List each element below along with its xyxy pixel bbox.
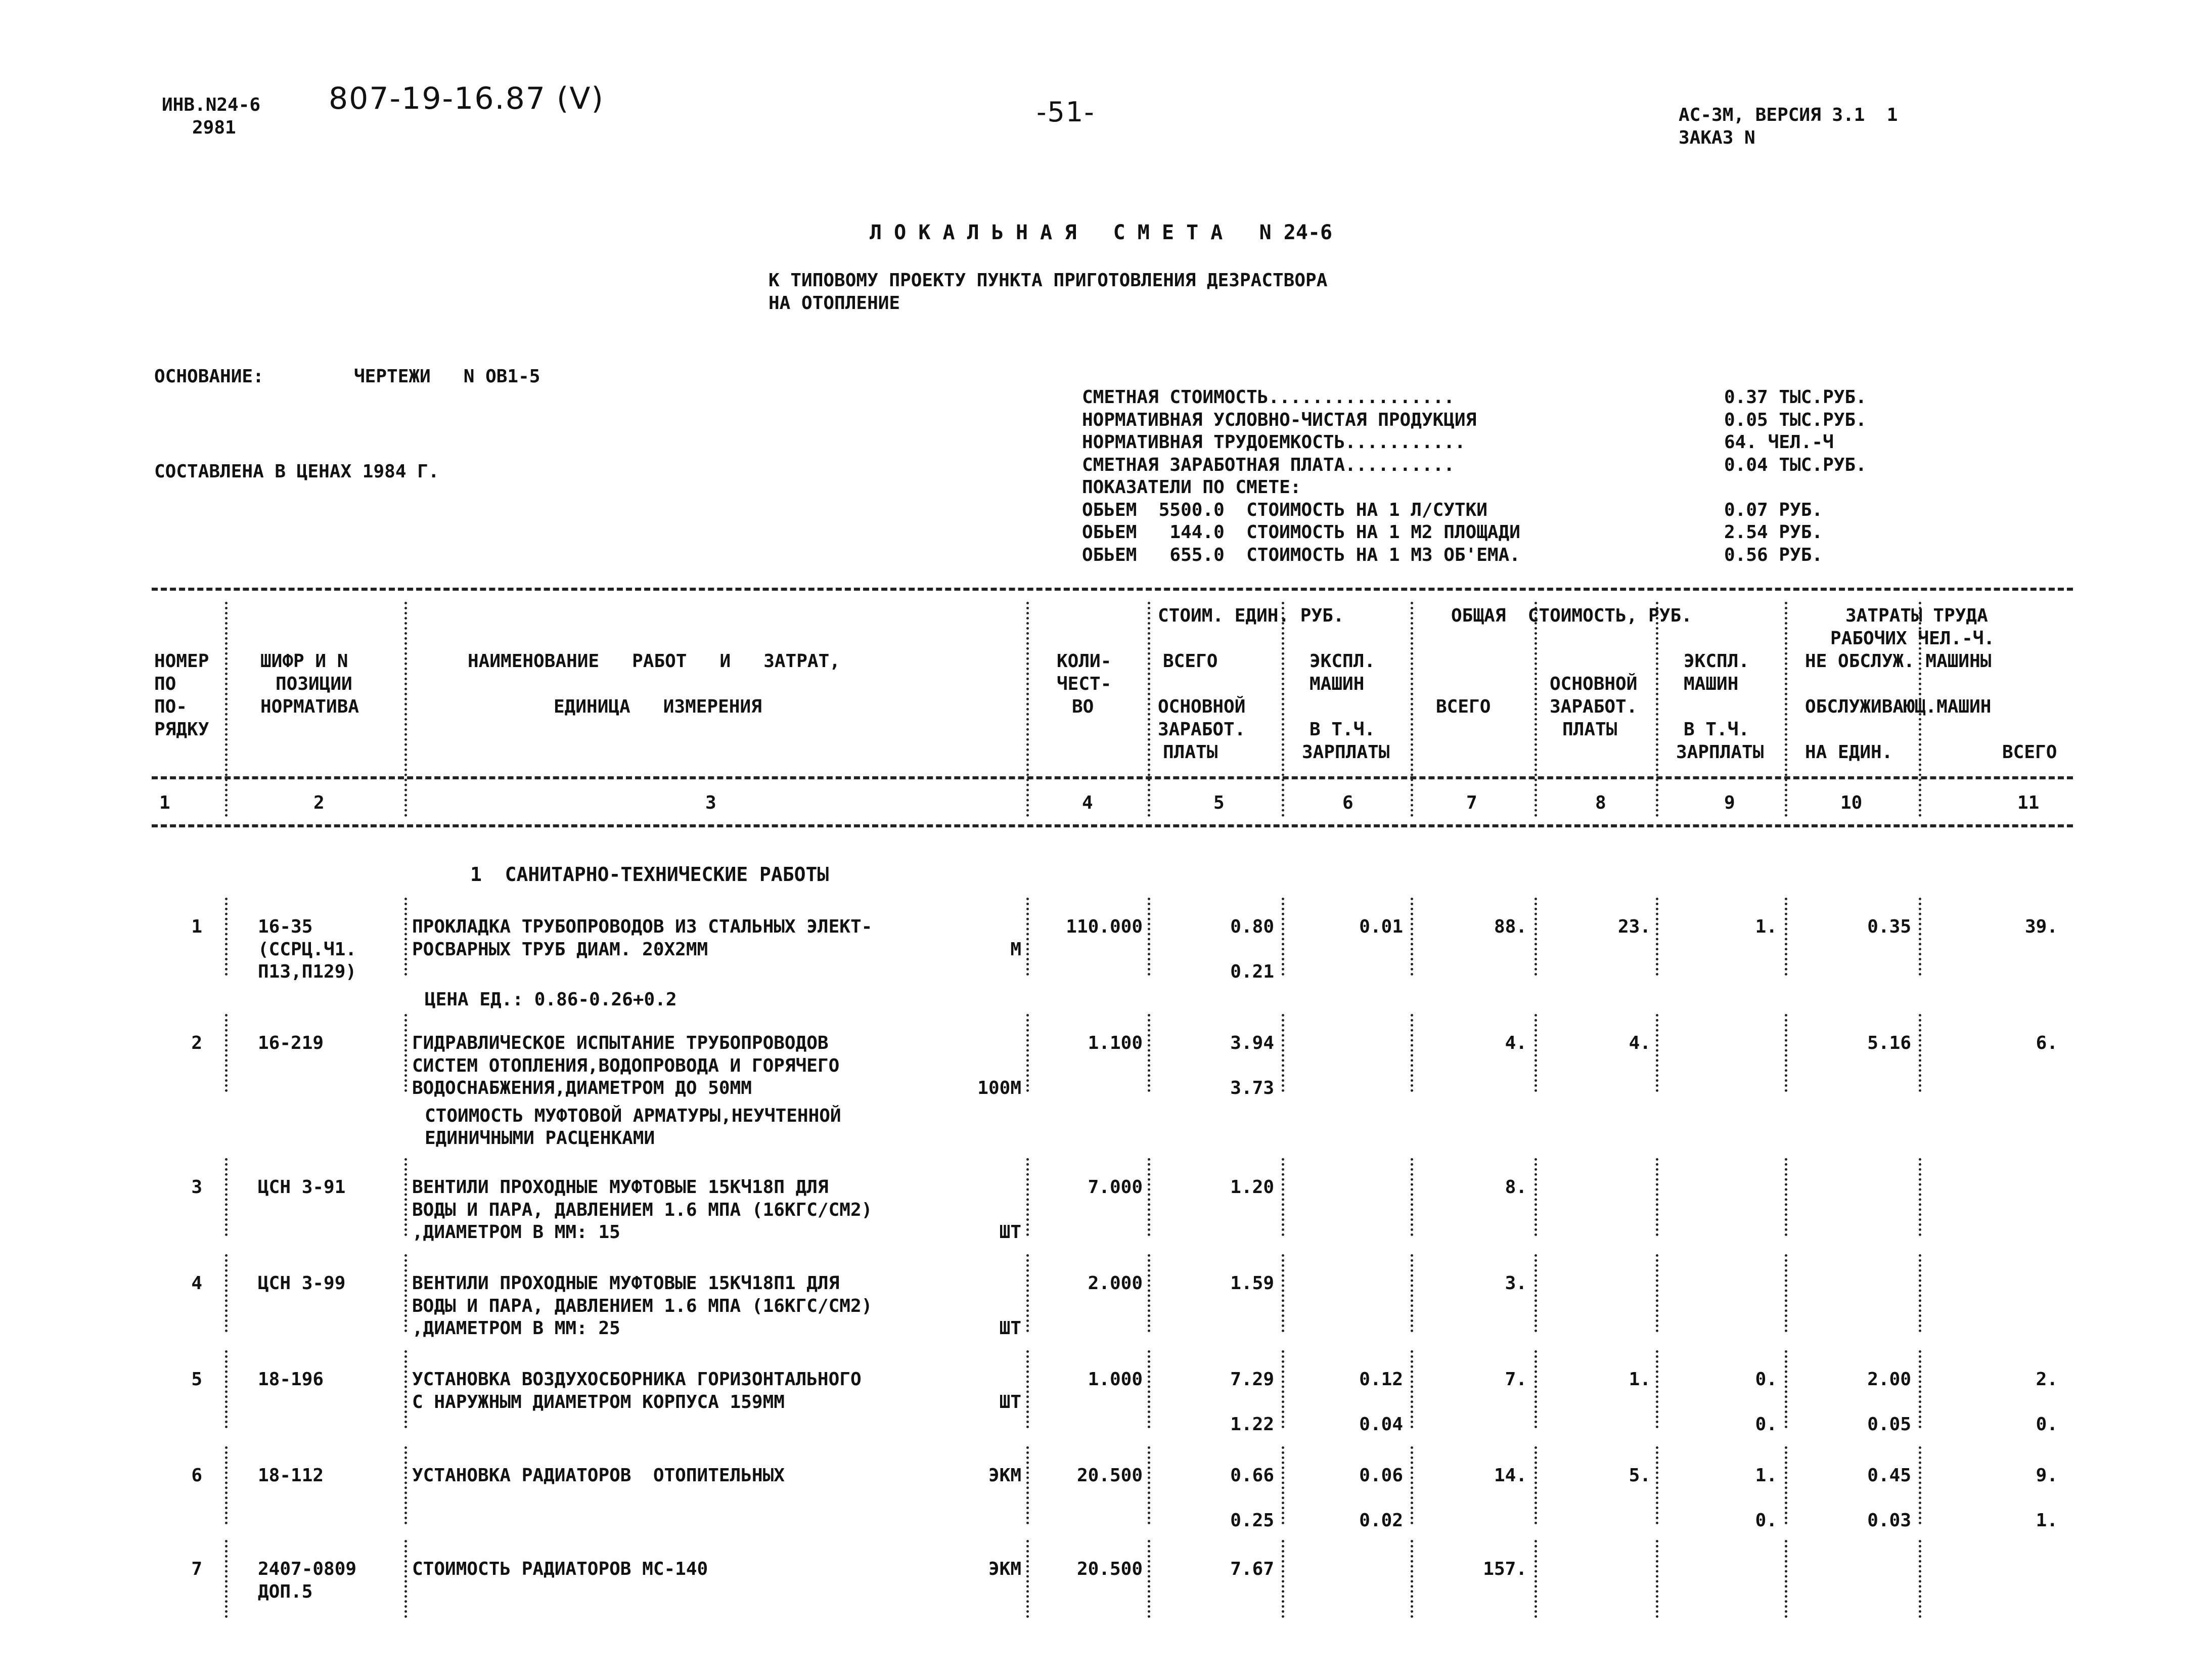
total-cost-header: ОБЩАЯ СТОИМОСТЬ, РУБ. — [1451, 605, 1692, 626]
col5-header-3: ЗАРАБОТ. — [1158, 719, 1246, 740]
row-total: 88. — [1494, 916, 1527, 937]
row-name: ВЕНТИЛИ ПРОХОДНЫЕ МУФТОВЫЕ 15КЧ18П ДЛЯ — [412, 1177, 829, 1198]
column-separator — [1919, 602, 1921, 817]
row-unit: М — [1010, 939, 1021, 960]
row-separator — [1534, 898, 1537, 976]
row-separator — [1148, 898, 1150, 976]
row-name: ВОДЫ И ПАРА, ДАВЛЕНИЕМ 1.6 МПА (16КГС/СМ2) — [412, 1199, 873, 1220]
summary-label: СМЕТНАЯ СТОИМОСТЬ................. — [1082, 387, 1455, 408]
column-separator — [1656, 602, 1658, 817]
row-separator — [1411, 898, 1413, 976]
numbers-bottom-rule — [152, 824, 2073, 827]
row-quantity: 20.500 — [1076, 1559, 1143, 1579]
row-separator — [1026, 898, 1029, 976]
column-number: 2 — [313, 792, 325, 813]
row-total: 157. — [1483, 1559, 1527, 1579]
column-separator — [1282, 602, 1284, 817]
row-separator — [1148, 1350, 1150, 1428]
row-unit-machines: 0.01 — [1359, 916, 1403, 937]
row-separator — [1411, 1158, 1413, 1236]
row-separator — [1785, 1540, 1787, 1618]
column-number: 10 — [1840, 792, 1863, 813]
document-title: Л О К А Л Ь Н А Я С М Е Т А N 24-6 — [870, 221, 1333, 244]
row-number: 6 — [191, 1465, 202, 1486]
column-separator — [1785, 602, 1787, 817]
row-note: СТОИМОСТЬ МУФТОВОЙ АРМАТУРЫ,НЕУЧТЕННОЙ — [425, 1105, 841, 1126]
row-name: ПРОКЛАДКА ТРУБОПРОВОДОВ ИЗ СТАЛЬНЫХ ЭЛЕКТ- — [412, 916, 873, 937]
row-separator — [1656, 1254, 1658, 1332]
summary-value: 0.05 ТЫС.РУБ. — [1724, 409, 1867, 430]
row-separator — [1785, 898, 1787, 976]
row-separator — [1411, 1014, 1413, 1092]
row-quantity: 1.100 — [1088, 1033, 1143, 1053]
row-number: 7 — [191, 1559, 202, 1579]
row-separator — [1026, 1158, 1029, 1236]
row-separator — [1534, 1350, 1537, 1428]
row-separator — [1411, 1254, 1413, 1332]
col1-header-2: ПО — [154, 674, 176, 694]
col7-header: ВСЕГО — [1436, 696, 1491, 717]
col4-header-2: ЧЕСТ- — [1057, 674, 1112, 694]
row-code: 16-219 — [258, 1033, 324, 1053]
row-total: 8. — [1505, 1177, 1527, 1198]
basis-label: ОСНОВАНИЕ: — [154, 366, 264, 387]
row-total-wages: 1. — [1629, 1369, 1651, 1390]
col4-header-3: ВО — [1072, 696, 1094, 717]
row-separator — [404, 1014, 407, 1092]
row-total-wages: 23. — [1617, 916, 1651, 937]
row-number: 2 — [191, 1033, 202, 1053]
row-separator — [1656, 1540, 1658, 1618]
column-number: 4 — [1082, 792, 1093, 813]
row-unit-machine-wages: 0.04 — [1359, 1414, 1403, 1435]
row-unit-total: 0.66 — [1230, 1465, 1274, 1486]
row-unit-machines: 0.06 — [1359, 1465, 1403, 1486]
row-separator — [1656, 1446, 1658, 1524]
row-separator — [225, 1158, 228, 1236]
row-unit-total: 3.94 — [1230, 1033, 1274, 1053]
row-separator — [1656, 898, 1658, 976]
row-separator — [1656, 1014, 1658, 1092]
row-separator — [1919, 1254, 1921, 1332]
row-separator — [1282, 1350, 1284, 1428]
row-separator — [1785, 1446, 1787, 1524]
row-labor-total: 2. — [2036, 1369, 2058, 1390]
row-quantity: 20.500 — [1076, 1465, 1143, 1486]
summary-label: ОБЬЕМ 144.0 СТОИМОСТЬ НА 1 М2 ПЛОЩАДИ — [1082, 522, 1520, 543]
row-separator — [1282, 1014, 1284, 1092]
row-separator — [1282, 1446, 1284, 1524]
row-unit-total: 1.59 — [1230, 1273, 1274, 1294]
column-number: 1 — [159, 792, 170, 813]
row-code: ДОП.5 — [258, 1581, 313, 1602]
column-separator — [1148, 602, 1150, 817]
column-number: 6 — [1342, 792, 1353, 813]
system-version: АС-3М, ВЕРСИЯ 3.1 1 — [1679, 105, 1898, 125]
row-unit: ШТ — [999, 1222, 1021, 1243]
row-code: ЦСН 3-91 — [258, 1177, 346, 1198]
row-quantity: 110.000 — [1066, 916, 1143, 937]
row-labor-unit-machines: 0.05 — [1867, 1414, 1911, 1435]
row-separator — [1534, 1254, 1537, 1332]
row-total-machine-wages: 0. — [1755, 1414, 1777, 1435]
row-quantity: 2.000 — [1088, 1273, 1143, 1294]
col8-header-3: ПЛАТЫ — [1562, 719, 1617, 740]
col9-header-4: ЗАРПЛАТЫ — [1676, 742, 1764, 763]
row-code: 18-196 — [258, 1369, 324, 1390]
col1-header-3: ПО- — [154, 696, 188, 717]
row-separator — [1919, 1158, 1921, 1236]
row-unit-total: 0.80 — [1230, 916, 1274, 937]
col6-header-4: ЗАРПЛАТЫ — [1302, 742, 1390, 763]
page-number: -51- — [1036, 96, 1095, 128]
row-unit-wages: 0.25 — [1230, 1510, 1274, 1531]
summary-value: 64. ЧЕЛ.-Ч — [1724, 432, 1834, 453]
row-labor-unit: 2.00 — [1867, 1369, 1911, 1390]
row-separator — [1785, 1254, 1787, 1332]
column-number: 3 — [705, 792, 716, 813]
row-separator — [1656, 1158, 1658, 1236]
row-number: 4 — [191, 1273, 202, 1294]
document-subtitle-1: К ТИПОВОМУ ПРОЕКТУ ПУНКТА ПРИГОТОВЛЕНИЯ ДЕЗРАСТВОРА — [769, 270, 1328, 291]
row-separator — [1026, 1350, 1029, 1428]
col3-header-title: НАИМЕНОВАНИЕ РАБОТ И ЗАТРАТ, — [468, 651, 840, 672]
row-unit-total: 7.29 — [1230, 1369, 1274, 1390]
labor-header-2: РАБОЧИХ ЧЕЛ.-Ч. — [1830, 628, 1995, 649]
row-total: 7. — [1505, 1369, 1527, 1390]
row-separator — [1026, 1254, 1029, 1332]
row-separator — [1148, 1540, 1150, 1618]
col5-header-4: ПЛАТЫ — [1163, 742, 1218, 763]
row-name: ВОДОСНАБЖЕНИЯ,ДИАМЕТРОМ ДО 50ММ — [412, 1078, 752, 1098]
row-code: 18-112 — [258, 1465, 324, 1486]
col10-header: НА ЕДИН. — [1805, 742, 1893, 763]
row-separator — [404, 898, 407, 976]
summary-label: СМЕТНАЯ ЗАРАБОТНАЯ ПЛАТА.......... — [1082, 454, 1455, 475]
row-separator — [1282, 898, 1284, 976]
labor-header-4: ОБСЛУЖИВАЮЩ.МАШИН — [1805, 696, 1992, 717]
row-note: ЦЕНА ЕД.: 0.86-0.26+0.2 — [425, 989, 677, 1010]
row-labor-total-machines: 1. — [2036, 1510, 2058, 1531]
col2-header-1: ШИФР И N — [260, 651, 348, 672]
row-total: 3. — [1505, 1273, 1527, 1294]
row-unit: ШТ — [999, 1391, 1021, 1413]
order-number: ЗАКАЗ N — [1679, 127, 1755, 148]
row-name: СТОИМОСТЬ РАДИАТОРОВ МС-140 — [412, 1559, 708, 1579]
row-separator — [404, 1446, 407, 1524]
row-unit-wages: 1.22 — [1230, 1414, 1274, 1435]
row-name: С НАРУЖНЫМ ДИАМЕТРОМ КОРПУСА 159ММ — [412, 1391, 785, 1413]
row-code: ЦСН 3-99 — [258, 1273, 346, 1294]
col2-header-2: ПОЗИЦИИ — [276, 674, 352, 694]
row-separator — [1282, 1540, 1284, 1618]
row-separator — [404, 1254, 407, 1332]
row-separator — [1411, 1446, 1413, 1524]
row-number: 1 — [191, 916, 202, 937]
column-separator — [404, 602, 407, 817]
row-separator — [1919, 1540, 1921, 1618]
row-separator — [225, 1350, 228, 1428]
row-separator — [1534, 1014, 1537, 1092]
row-separator — [404, 1350, 407, 1428]
project-code: 807-19-16.87 (V) — [329, 81, 604, 116]
row-total: 14. — [1494, 1465, 1527, 1486]
row-name: ,ДИАМЕТРОМ В ММ: 25 — [412, 1318, 620, 1339]
row-separator — [1282, 1158, 1284, 1236]
row-separator — [1148, 1014, 1150, 1092]
row-labor-total-machines: 0. — [2036, 1414, 2058, 1435]
row-separator — [225, 1254, 228, 1332]
inventory-number: ИНВ.N24-6 — [162, 95, 261, 115]
row-quantity: 1.000 — [1088, 1369, 1143, 1390]
summary-value: 0.07 РУБ. — [1724, 499, 1823, 520]
row-separator — [1785, 1014, 1787, 1092]
col3-header-unit: ЕДИНИЦА ИЗМЕРЕНИЯ — [554, 696, 762, 717]
row-unit-wages: 0.21 — [1230, 961, 1274, 982]
row-total-machines: 0. — [1755, 1369, 1777, 1390]
row-name: ВЕНТИЛИ ПРОХОДНЫЕ МУФТОВЫЕ 15КЧ18П1 ДЛЯ — [412, 1273, 840, 1294]
col4-header-1: КОЛИ- — [1057, 651, 1112, 672]
row-separator — [1148, 1158, 1150, 1236]
col8-header-2: ЗАРАБОТ. — [1550, 696, 1638, 717]
row-labor-total: 9. — [2036, 1465, 2058, 1486]
summary-label: ОБЬЕМ 655.0 СТОИМОСТЬ НА 1 М3 ОБ'ЕМА. — [1082, 544, 1520, 565]
table-top-rule — [152, 588, 2073, 591]
column-separator — [225, 602, 228, 817]
row-separator — [225, 898, 228, 976]
row-labor-unit: 5.16 — [1867, 1033, 1911, 1053]
row-separator — [404, 1158, 407, 1236]
row-separator — [225, 1446, 228, 1524]
row-separator — [1411, 1350, 1413, 1428]
row-code: П13,П129) — [258, 961, 357, 982]
row-number: 3 — [191, 1177, 202, 1198]
row-total-machines: 1. — [1755, 916, 1777, 937]
row-unit-wages: 3.73 — [1230, 1078, 1274, 1098]
row-separator — [404, 1540, 407, 1618]
col2-header-3: НОРМАТИВА — [260, 696, 359, 717]
row-separator — [1919, 898, 1921, 976]
row-labor-total: 39. — [2024, 916, 2058, 937]
row-unit: ЭКМ — [988, 1559, 1021, 1579]
row-separator — [225, 1540, 228, 1618]
row-unit: ШТ — [999, 1318, 1021, 1339]
row-separator — [1411, 1540, 1413, 1618]
summary-value: 2.54 РУБ. — [1724, 522, 1823, 543]
row-name: ,ДИАМЕТРОМ В ММ: 15 — [412, 1222, 620, 1243]
row-total-machines: 1. — [1755, 1465, 1777, 1486]
column-separator — [1411, 602, 1413, 817]
row-unit-machine-wages: 0.02 — [1359, 1510, 1403, 1531]
col5-header-2: ОСНОВНОЙ — [1158, 696, 1246, 717]
row-labor-unit: 0.35 — [1867, 916, 1911, 937]
col11-header: ВСЕГО — [2002, 742, 2057, 763]
row-separator — [1026, 1540, 1029, 1618]
row-separator — [1282, 1254, 1284, 1332]
row-separator — [1785, 1350, 1787, 1428]
basis-value: ЧЕРТЕЖИ N ОВ1-5 — [354, 366, 540, 387]
row-name: РОСВАРНЫХ ТРУБ ДИАМ. 20Х2ММ — [412, 939, 708, 960]
col1-header-1: НОМЕР — [154, 651, 209, 672]
row-separator — [1656, 1350, 1658, 1428]
document-subtitle-2: НА ОТОПЛЕНИЕ — [769, 293, 900, 314]
row-number: 5 — [191, 1369, 202, 1390]
row-separator — [1534, 1158, 1537, 1236]
col9-header-2: МАШИН — [1684, 674, 1739, 694]
row-separator — [1148, 1446, 1150, 1524]
column-number: 5 — [1213, 792, 1225, 813]
summary-value: 0.04 ТЫС.РУБ. — [1724, 454, 1867, 475]
section-heading: 1 САНИТАРНО-ТЕХНИЧЕСКИЕ РАБОТЫ — [470, 863, 829, 886]
row-code: 16-35 — [258, 916, 313, 937]
col8-header-1: ОСНОВНОЙ — [1550, 674, 1638, 694]
column-number: 7 — [1466, 792, 1477, 813]
col9-header-1: ЭКСПЛ. — [1684, 651, 1750, 672]
row-labor-unit-machines: 0.03 — [1867, 1510, 1911, 1531]
inventory-number-2: 2981 — [192, 117, 236, 138]
row-labor-unit: 0.45 — [1867, 1465, 1911, 1486]
row-separator — [1919, 1350, 1921, 1428]
col6-header-3: В Т.Ч. — [1310, 719, 1376, 740]
labor-header-3: НЕ ОБСЛУЖ. МАШИНЫ — [1805, 651, 1992, 672]
column-separator — [1534, 602, 1537, 817]
row-name: УСТАНОВКА ВОЗДУХОСБОРНИКА ГОРИЗОНТАЛЬНОГО — [412, 1369, 862, 1390]
row-total-machine-wages: 0. — [1755, 1510, 1777, 1531]
col6-header-2: МАШИН — [1310, 674, 1365, 694]
col9-header-3: В Т.Ч. — [1684, 719, 1750, 740]
column-number: 11 — [2017, 792, 2040, 813]
row-separator — [1026, 1446, 1029, 1524]
row-note: ЕДИНИЧНЫМИ РАСЦЕНКАМИ — [425, 1128, 655, 1149]
row-name: ВОДЫ И ПАРА, ДАВЛЕНИЕМ 1.6 МПА (16КГС/СМ2) — [412, 1295, 873, 1316]
row-quantity: 7.000 — [1088, 1177, 1143, 1198]
labor-header-1: ЗАТРАТЫ ТРУДА — [1845, 605, 1988, 626]
row-separator — [1534, 1446, 1537, 1524]
row-separator — [1785, 1158, 1787, 1236]
row-name: УСТАНОВКА РАДИАТОРОВ ОТОПИТЕЛЬНЫХ — [412, 1465, 785, 1486]
summary-label: ПОКАЗАТЕЛИ ПО СМЕТЕ: — [1082, 477, 1301, 498]
summary-label: НОРМАТИВНАЯ УСЛОВНО-ЧИСТАЯ ПРОДУКЦИЯ — [1082, 409, 1477, 430]
row-total-wages: 5. — [1629, 1465, 1651, 1486]
row-separator — [1148, 1254, 1150, 1332]
row-unit-total: 1.20 — [1230, 1177, 1274, 1198]
row-separator — [1919, 1446, 1921, 1524]
row-name: СИСТЕМ ОТОПЛЕНИЯ,ВОДОПРОВОДА И ГОРЯЧЕГО — [412, 1055, 840, 1076]
col1-header-4: РЯДКУ — [154, 719, 209, 740]
summary-label: ОБЬЕМ 5500.0 СТОИМОСТЬ НА 1 Л/СУТКИ — [1082, 499, 1487, 520]
col6-header-1: ЭКСПЛ. — [1310, 651, 1376, 672]
row-labor-total: 6. — [2036, 1033, 2058, 1053]
row-separator — [1534, 1540, 1537, 1618]
column-number: 9 — [1724, 792, 1735, 813]
summary-value: 0.37 ТЫС.РУБ. — [1724, 387, 1867, 408]
row-code: 2407-0809 — [258, 1559, 357, 1579]
row-separator — [225, 1014, 228, 1092]
row-unit: ЭКМ — [988, 1465, 1021, 1486]
summary-label: НОРМАТИВНАЯ ТРУДОЕМКОСТЬ........... — [1082, 432, 1466, 453]
row-separator — [1919, 1014, 1921, 1092]
row-unit-total: 7.67 — [1230, 1559, 1274, 1579]
price-level: СОСТАВЛЕНА В ЦЕНАХ 1984 Г. — [154, 461, 439, 482]
column-number: 8 — [1595, 792, 1606, 813]
row-code: (ССРЦ.Ч1. — [258, 939, 357, 960]
col5-header-1: ВСЕГО — [1163, 651, 1218, 672]
row-unit-machines: 0.12 — [1359, 1369, 1403, 1390]
summary-value: 0.56 РУБ. — [1724, 544, 1823, 565]
unit-cost-header: СТОИМ. ЕДИН. РУБ. — [1158, 605, 1344, 626]
row-total-wages: 4. — [1629, 1033, 1651, 1053]
row-total: 4. — [1505, 1033, 1527, 1053]
row-separator — [1026, 1014, 1029, 1092]
column-separator — [1026, 602, 1029, 817]
row-unit: 100М — [977, 1078, 1021, 1098]
row-name: ГИДРАВЛИЧЕСКОЕ ИСПЫТАНИЕ ТРУБОПРОВОДОВ — [412, 1033, 829, 1053]
